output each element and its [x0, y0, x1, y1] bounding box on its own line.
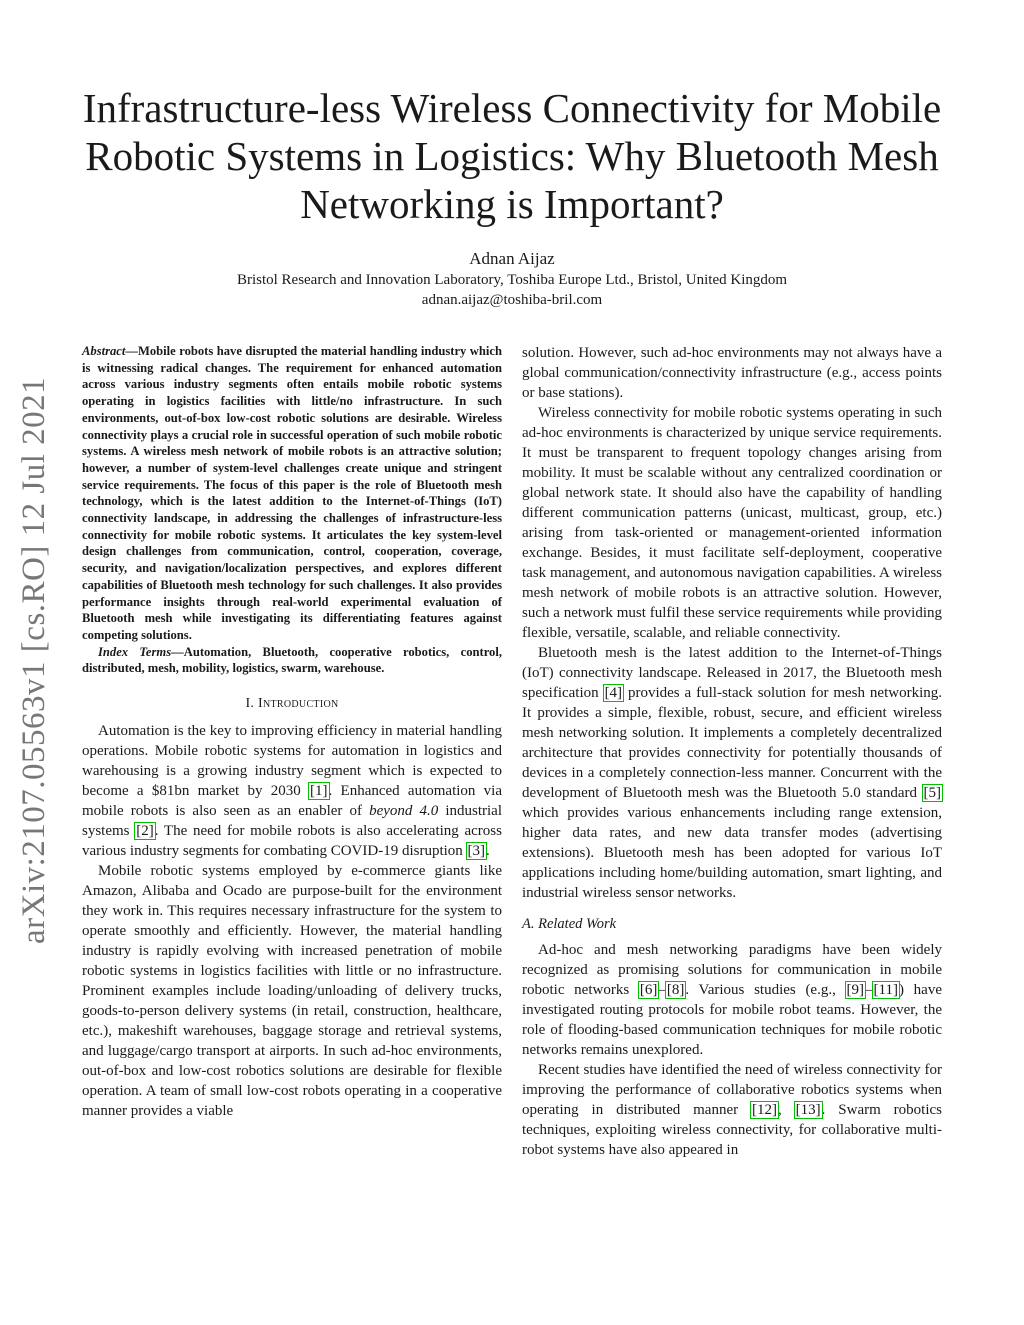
citation-link-12[interactable]: [12]: [752, 1102, 778, 1118]
citation-link-4[interactable]: [4]: [604, 685, 623, 701]
text-run: Automation is the key to improving efficiency in material handling operations. Mobile robotic systems for automation in logistics and warehousing is a growing industry segment which is expected to become a $81bn market by 2030: [82, 723, 502, 800]
abstract: [82, 343, 502, 644]
citation-link-5[interactable]: [5]: [923, 785, 941, 801]
text-run: –: [658, 982, 666, 998]
intro-paragraph-1: [82, 721, 502, 861]
text-run: . The need for mobile robots is also accelerating across various industry segments for combating COVID-19 disruption: [82, 823, 502, 860]
related-work-paragraph-1: [522, 940, 942, 1060]
text-run: which provides various enhancements including range extension, higher data rates, and new data transfer modes (advertising extensions). Bluetooth mesh has been adopted for various IoT applications including home/building automation, smart lighting, and industrial wireless sensor networks.: [522, 805, 942, 901]
abstract-label: Abstract: [82, 344, 126, 358]
abstract-text: —Mobile robots have disrupted the material handling industry which is witnessing radical changes. The requirement for enhanced automation across various industry segments often entails mobile robotic systems operating in logistics facilities with little/no infrastructure. In such environments, out-of-box low-cost robotic solutions are desirable. Wireless connectivity plays a crucial role in successful operation of such mobile robotic systems. A wireless mesh network of mobile robots is an attractive solution; however, a number of system-level challenges create unique and stringent service requirements. The focus of this paper is the role of Bluetooth mesh technology, which is the latest addition to the Internet-of-Things (IoT) connectivity landscape, in addressing the challenges of infrastructure-less connectivity for mobile robotic systems. It articulates the key system-level design challenges from communication, control, cooperation, coverage, security, and navigation/localization perspectives, and explores different capabilities of Bluetooth mesh technology for such challenges. It also provides performance insights through real-world experimental evaluation of Bluetooth mesh while investigating its differentiating features against competing solutions.: [82, 344, 502, 642]
text-run: . Swarm robotics techniques, exploiting wireless connectivity, for collaborative multi-robot systems have also appeared in: [522, 1102, 943, 1158]
text-run: .: [486, 843, 490, 860]
citation-link-13[interactable]: [13]: [795, 1102, 821, 1118]
text-run: provides a full-stack solution for mesh networking. It provides a simple, flexible, robust, secure, and efficient wireless mesh networking solution. It implements a completely decentralized architecture that provides connectivity for potentially thousands of devices in a completely connection-less manner. Concurrent with the development of Bluetooth mesh was the Bluetooth 5.0 standard: [522, 685, 942, 801]
index-terms-label: Index Terms: [98, 644, 172, 659]
text-run: Recent studies have identified the need of wireless connectivity for improving the performance of collaborative robotics systems when operating in distributed manner: [522, 1062, 942, 1118]
text-run: Bluetooth mesh is the latest addition to the Internet-of-Things (IoT) connectivity landscape. Released in 2017, the Bluetooth mesh specification: [522, 645, 942, 701]
text-run: ,: [778, 1102, 795, 1118]
citation-link-1[interactable]: [1]: [310, 783, 328, 800]
text-run-italic: beyond 4.0: [369, 803, 439, 820]
text-run: . Various studies (e.g.,: [685, 982, 846, 998]
author-name: Adnan Aijaz: [469, 249, 555, 268]
text-run: industrial systems: [82, 803, 502, 840]
left-column: [82, 343, 502, 1121]
citation-link-3[interactable]: [3]: [467, 843, 486, 860]
right-column: [522, 343, 942, 1160]
author-affiliation: Bristol Research and Innovation Laboratory, Toshiba Europe Ltd., Bristol, United Kingdom: [236, 272, 788, 288]
text-run: Ad-hoc and mesh networking paradigms have been widely recognized as promising solutions for communication in mobile robotic networks: [522, 942, 942, 998]
citation-link-2[interactable]: [2]: [136, 823, 154, 840]
citation-link-6[interactable]: [6]: [639, 982, 658, 998]
index-terms-text: —Automation, Bluetooth, cooperative robotics, control, distributed, mesh, mobility, logistics, swarm, warehouse.: [82, 644, 502, 676]
arxiv-identifier-stamp: arXiv:2107.05563v1 [cs.RO] 12 Jul 2021: [16, 376, 52, 944]
text-run: ) have investigated routing protocols for mobile robot teams. However, the role of flooding-based communication techniques for mobile robotic networks remains unexplored.: [522, 982, 942, 1058]
index-terms: [82, 644, 502, 677]
author-email[interactable]: adnan.aijaz@toshiba-bril.com: [421, 292, 603, 308]
text-run: –: [865, 982, 873, 998]
related-work-paragraph-2: [522, 1060, 942, 1160]
intro-paragraph-2: Mobile robotic systems employed by e-commerce giants like Amazon, Alibaba and Ocado are purpose-built for the environment they work in. This requires necessary infrastructure for the system to operate smoothly and efficiently. However, the material handling industry is rapidly evolving with increased penetration of mobile robotic systems in logistics facilities with little or no infrastructure. Prominent examples include loading/unloading of delivery trucks, goods-to-person delivery systems (in retail, construction, healthcare, etc.), makeshift warehouses, baggage storage and retrieval systems, and luggage/cargo transport at airports. In such ad-hoc environments, out-of-box and low-cost robotics solutions are desirable for flexible operation. A team of small low-cost robots operating in a cooperative manner provides a viable: [82, 863, 502, 1120]
citation-link-11[interactable]: [11]: [873, 982, 898, 998]
intro-paragraph-2-continued: solution. However, such ad-hoc environments may not always have a global communication/connectivity infrastructure (e.g., access points or base stations).: [522, 345, 942, 401]
subsection-heading-related-work: A. Related Work: [522, 916, 617, 932]
paper-title: Infrastructure-less Wireless Connectivity for Mobile Robotic Systems in Logistics: Why Bluetooth Mesh Networking is Important?: [82, 85, 942, 227]
text-run: . Enhanced automation via mobile robots is also seen as an enabler of: [82, 783, 502, 820]
intro-paragraph-4: [522, 643, 942, 903]
citation-link-9[interactable]: [9]: [846, 982, 865, 998]
citation-link-8[interactable]: [8]: [666, 982, 685, 998]
section-heading-introduction: I. Introduction: [245, 696, 339, 712]
intro-paragraph-3: Wireless connectivity for mobile robotic systems operating in such ad-hoc environments is characterized by unique service requirements. It must be transparent to frequent topology changes arising from mobility. It must be scalable without any centralized coordination or global network state. It should also have the capability of handling different communication patterns (unicast, multicast, group, etc.) arising from task-oriented or management-oriented information exchange. Besides, it must facilitate self-deployment, cooperative task management, and autonomous navigation capabilities. A wireless mesh network of mobile robots is an attractive solution. However, such a network must fulfil these service requirements while providing flexible, versatile, scalable, and reliable connectivity.: [522, 405, 942, 641]
